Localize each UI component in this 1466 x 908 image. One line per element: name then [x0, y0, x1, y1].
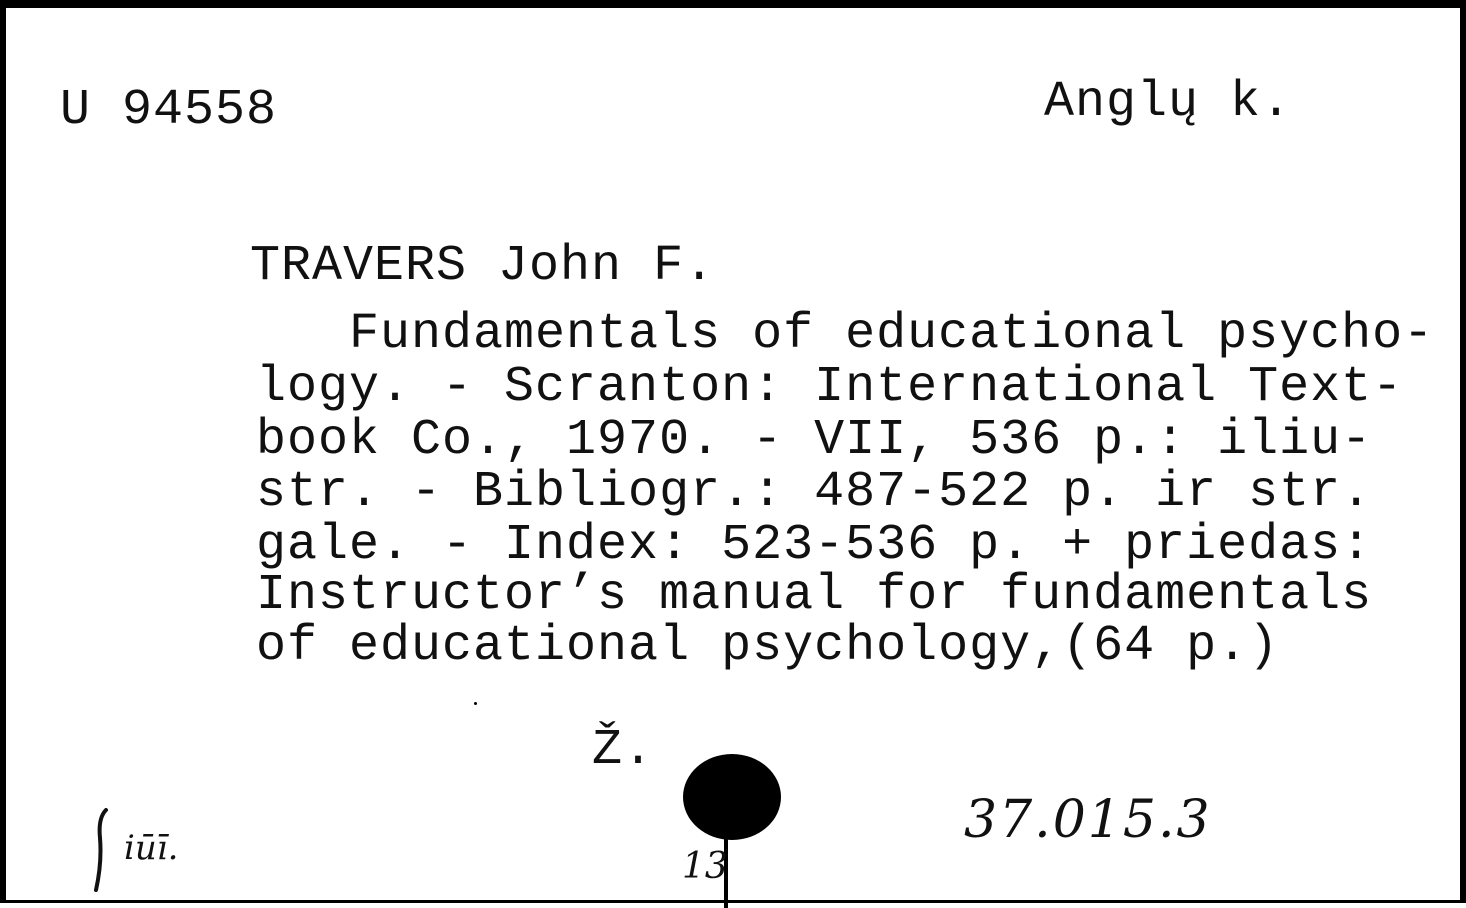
ink-dot — [474, 702, 477, 705]
udc-classification: 37.015.3 — [964, 790, 1212, 850]
ink-stamp-blot — [683, 754, 781, 840]
description-line: Instructor’s manual for fundamentals — [256, 567, 1373, 624]
description-line: gale. - Index: 523-536 p. + priedas: — [256, 517, 1373, 574]
cataloger-initial: Ž. — [592, 722, 655, 779]
stamp-number: 13 — [682, 846, 728, 887]
description-line: logy. - Scranton: International Text- — [256, 359, 1404, 416]
handwritten-note: iūī. — [124, 828, 179, 868]
description-line: Fundamentals of educational psycho- — [256, 306, 1435, 363]
author-heading: TRAVERS John F. — [250, 238, 716, 295]
handwritten-stroke — [92, 808, 112, 892]
call-number: U 94558 — [60, 82, 278, 139]
description-line: book Co., 1970. - VII, 536 p.: iliu- — [256, 412, 1373, 469]
description-line: of educational psychology,(64 p.) — [256, 618, 1280, 675]
language-note: Anglų k. — [1044, 74, 1293, 131]
description-line: str. - Bibliogr.: 487-522 p. ir str. — [256, 464, 1373, 521]
